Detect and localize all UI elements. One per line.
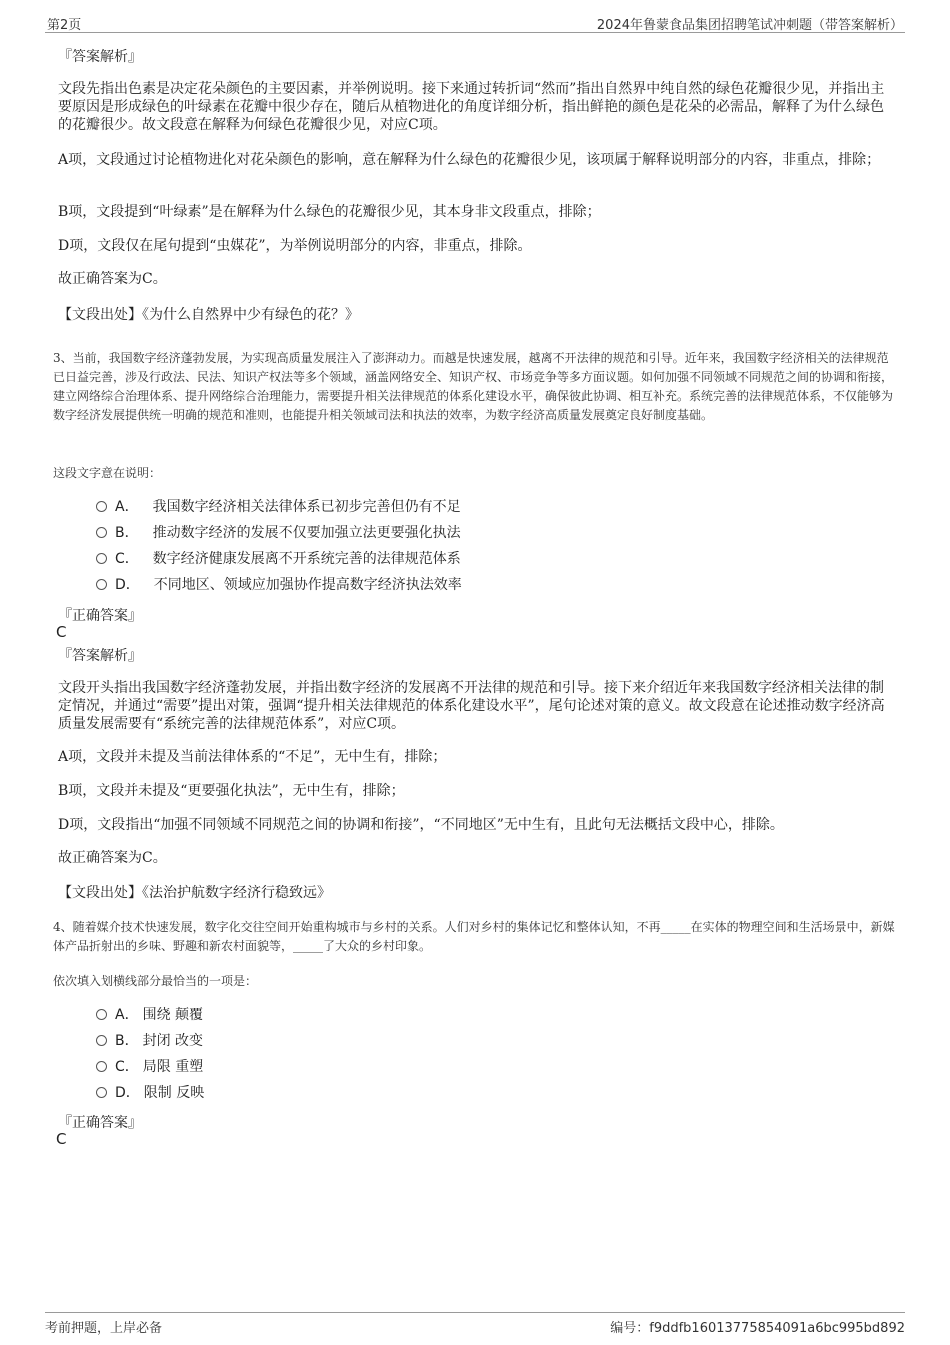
q3-analysis: 文段开头指出我国数字经济蓬勃发展，并指出数字经济的发展离不开法律的规范和引导。接下来介绍近年来我国数字经济相关法律的制定情况，并通过“需要”提出对策，强调“提升相关法律规范的体系化建设水平”，尾句论述对策的意义。故文段意在论述推动数字经济高质量发展需要有“系统完善的法律规范体系”，对应C项。 [58, 680, 885, 732]
option-label: B． [115, 525, 139, 541]
q4-prompt: 依次填入划横线部分最恰当的一项是： [53, 974, 258, 988]
q3-note-d: D项，文段指出“加强不同领域不同规范之间的协调和衔接”，“不同地区”无中生有，且此句无法概括文段中心，排除。 [58, 817, 784, 833]
q4-option-c[interactable] [96, 1056, 203, 1078]
radio-icon[interactable] [96, 553, 107, 564]
radio-icon[interactable] [96, 501, 107, 512]
q2-note-d: D项，文段仅在尾句提到“虫媒花”，为举例说明部分的内容，非重点，排除。 [58, 238, 532, 254]
option-label: D． [115, 577, 140, 593]
q2-analysis: 文段先指出色素是决定花朵颜色的主要因素，并举例说明。接下来通过转折词“然而”指出自然界中纯自然的绿色花瓣很少见，并指出主要原因是形成绿色的叶绿素在花瓣中很少存在，随后从植物进化的角度详细分析，指出鲜艳的颜色是花朵的必需品，解释了为什么绿色的花瓣很少。故文段意在解释为何绿色花瓣很少见，对应C项。 [58, 81, 885, 133]
document-title: 2024年鲁蒙食品集团招聘笔试冲刺题（带答案解析） [596, 18, 903, 33]
q3-option-c[interactable] [96, 548, 461, 570]
radio-icon[interactable] [96, 1035, 107, 1046]
q4-option-d[interactable] [96, 1082, 204, 1104]
q3-option-d[interactable] [96, 574, 462, 596]
radio-icon[interactable] [96, 579, 107, 590]
q3-conclusion: 故正确答案为C。 [58, 850, 167, 866]
q2-source: 【文段出处】《为什么自然界中少有绿色的花？》 [58, 307, 359, 323]
option-label: C． [115, 551, 139, 567]
page-footer [45, 1312, 905, 1337]
option-text: 数字经济健康发展离不开系统完善的法律规范体系 [152, 551, 461, 567]
q4-option-b[interactable] [96, 1030, 203, 1052]
option-label: C． [115, 1059, 139, 1075]
q2-conclusion: 故正确答案为C。 [58, 271, 167, 287]
option-text: 封闭 改变 [142, 1033, 204, 1049]
option-text: 局限 重塑 [142, 1059, 204, 1075]
q4-question-text: 4、随着媒介技术快速发展，数字化交往空间开始重构城市与乡村的关系。人们对乡村的集体记忆和整体认知，不再_____在实体的物理空间和生活场景中，新媒体产品折射出的乡味、野趣和新农村面貌等，_____了大众的乡村印象。 [53, 920, 895, 953]
radio-icon[interactable] [96, 1061, 107, 1072]
q3-option-a[interactable] [96, 496, 461, 518]
q4-option-a[interactable] [96, 1004, 203, 1026]
option-label: A． [115, 1007, 139, 1023]
q3-analysis-label: 『答案解析』 [58, 648, 142, 664]
footer-slogan: 考前押题，上岸必备 [45, 1321, 163, 1336]
page-header [45, 12, 905, 33]
radio-icon[interactable] [96, 1009, 107, 1020]
option-label: A． [115, 499, 139, 515]
option-text: 推动数字经济的发展不仅要加强立法更要强化执法 [152, 525, 461, 541]
q3-prompt: 这段文字意在说明： [53, 466, 162, 480]
q3-option-b[interactable] [96, 522, 461, 544]
option-text: 我国数字经济相关法律体系已初步完善但仍有不足 [152, 499, 461, 515]
radio-icon[interactable] [96, 1087, 107, 1098]
page-number: 第2页 [47, 18, 82, 33]
q3-note-b: B项，文段并未提及“更要强化执法”，无中生有，排除； [58, 783, 405, 799]
option-label: B． [115, 1033, 139, 1049]
option-text: 围绕 颠覆 [142, 1007, 204, 1023]
q4-answer-label: 『正确答案』 [58, 1115, 142, 1131]
option-text: 限制 反映 [143, 1085, 205, 1101]
option-label: D． [115, 1085, 140, 1101]
document-code: 编号：f9ddfb16013775854091a6bc995bd892 [610, 1321, 905, 1336]
radio-icon[interactable] [96, 527, 107, 538]
q4-answer: C [56, 1130, 67, 1148]
q3-answer-label: 『正确答案』 [58, 608, 142, 624]
q2-note-b: B项，文段提到“叶绿素”是在解释为什么绿色的花瓣很少见，其本身非文段重点，排除； [58, 204, 601, 220]
q3-source: 【文段出处】《法治护航数字经济行稳致远》 [58, 885, 331, 901]
q2-note-a: A项，文段通过讨论植物进化对花朵颜色的影响，意在解释为什么绿色的花瓣很少见，该项属于解释说明部分的内容，非重点，排除； [58, 152, 881, 168]
q3-note-a: A项，文段并未提及当前法律体系的“不足”，无中生有，排除； [58, 749, 447, 765]
q2-analysis-label: 『答案解析』 [58, 49, 142, 65]
q3-answer: C [56, 623, 67, 641]
q3-question-text: 3、当前，我国数字经济蓬勃发展，为实现高质量发展注入了澎湃动力。而越是快速发展，越离不开法律的规范和引导。近年来，我国数字经济相关的法律规范已日益完善，涉及行政法、民法、知识产权法等多个领域，涵盖网络安全、知识产权、市场竞争等多方面议题。如何加强不同领域不同规范之间的协调和衔接，建立网络综合治理体系、提升网络综合治理能力，需要提升相关法律规范的体系化建设水平，确保彼此协调、相互补充。系统完善的法律规范体系，不仅能够为数字经济发展提供统一明确的规范和准则，也能提升相关领域司法和执法的效率，为数字经济高质量发展奠定良好制度基础。 [53, 351, 894, 422]
option-text: 不同地区、领域应加强协作提高数字经济执法效率 [153, 577, 462, 593]
